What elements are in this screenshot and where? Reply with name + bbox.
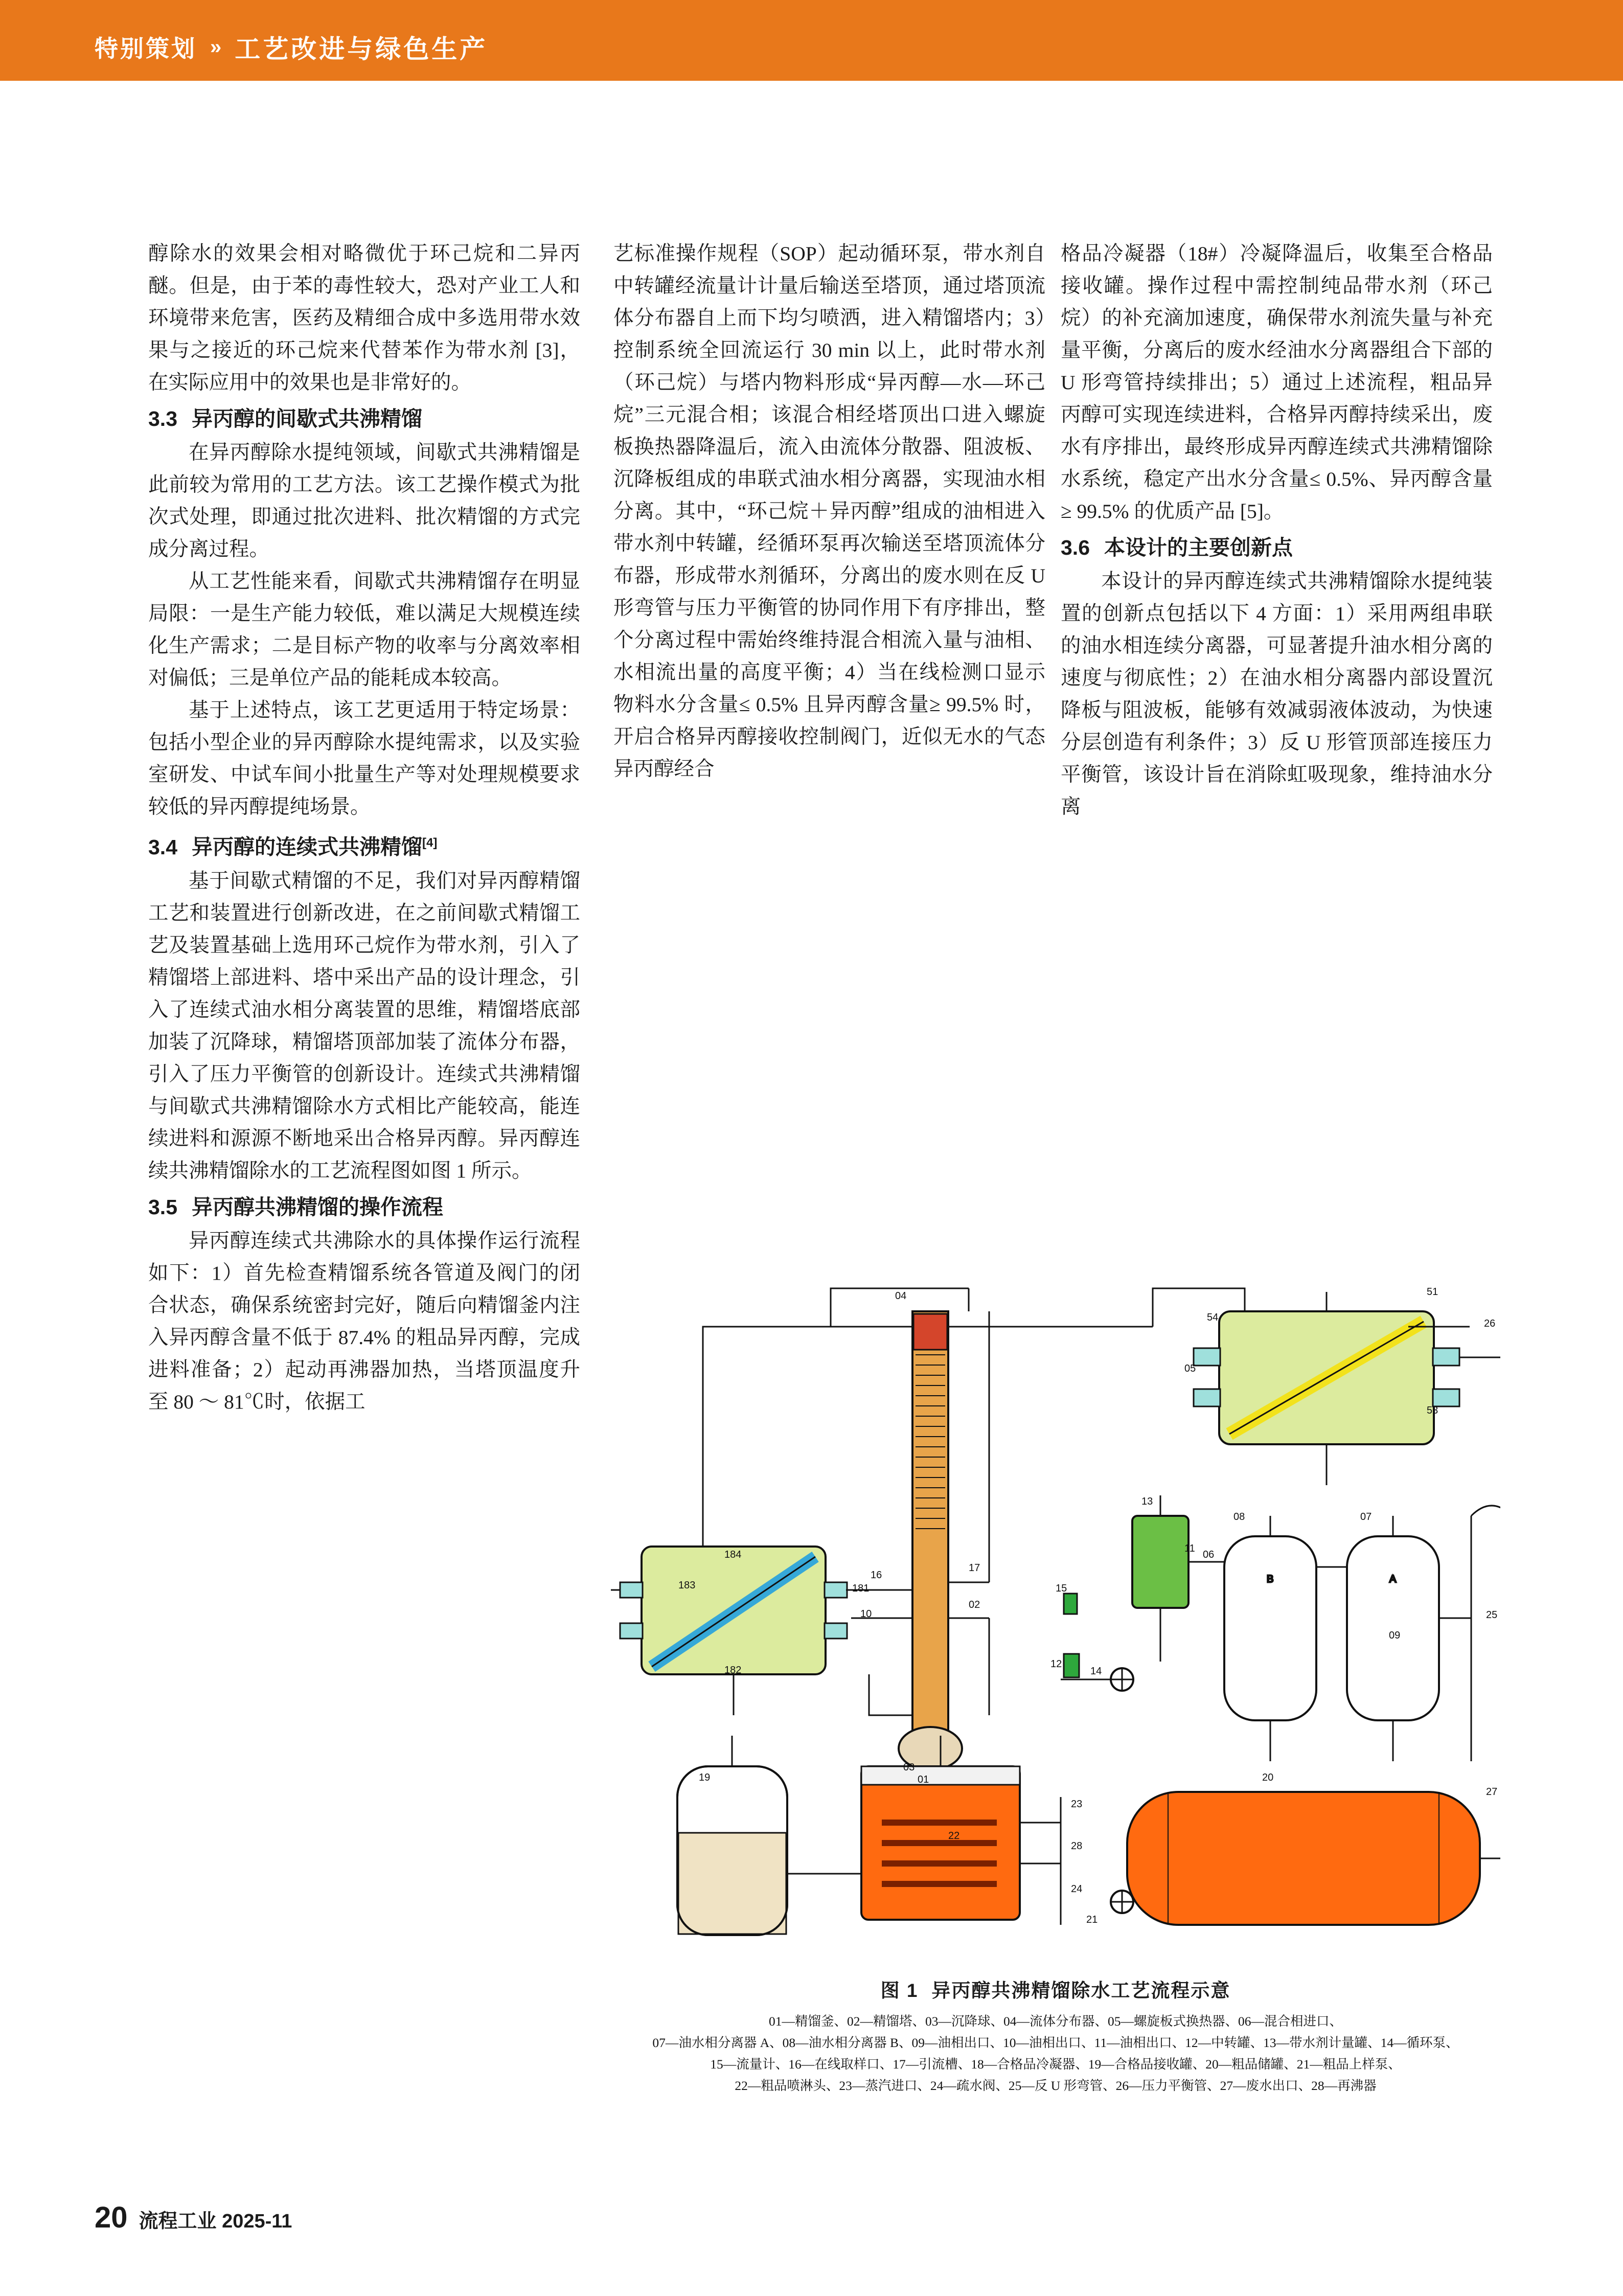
svg-text:07: 07 [1360,1511,1372,1522]
legend-line: 01—精馏釜、02—精馏塔、03—沉降球、04—流体分布器、05—螺旋板式换热器、06—混合相进口、 [768,2014,1342,2029]
page-header-band [0,0,1623,81]
section-number: 3.4 [148,835,177,859]
svg-text:01: 01 [918,1774,929,1785]
svg-text:182: 182 [724,1665,742,1676]
paragraph: 醇除水的效果会相对略微优于环己烷和二异丙醚。但是，由于苯的毒性较大，恐对产业工人和环境带来危害，医药及精细合成中多选用带水效果与之接近的环己烷来代替苯作为带水剂 [3]，在实际应用中的效果也是非常好的。 [148,242,580,394]
page-footer [95,2200,292,2235]
paragraph: 从工艺性能来看，间歇式共沸精馏存在明显局限：一是生产能力较低，难以满足大规模连续化生产需求；二是目标产物的收率与分离效率相对偏低；三是单位产品的能耗成本较高。 [148,570,580,689]
section-title: 异丙醇的连续式共沸精馏 [192,835,422,859]
header-category: 特别策划 [95,35,197,62]
svg-text:04: 04 [895,1290,907,1302]
svg-text:21: 21 [1086,1914,1098,1925]
paragraph: 基于间歇式精馏的不足，我们对异丙醇精馏工艺和装置进行创新改进，在之前间歇式精馏工艺及装置基础上选用环己烷作为带水剂，引入了精馏塔上部进料、塔中采出产品的设计理念，引入了连续式油水相分离装置的思维，精馏塔底部加装了沉降球，精馏塔顶部加装了流体分布器，引入了压力平衡管的创新设计。连续式共沸精馏与间歇式共沸精馏除水方式相比产能较高，能连续进料和源源不断地采出合格异丙醇。异丙醇连续共沸精馏除水的工艺流程图如图 1 所示。 [148,869,580,1182]
svg-text:27: 27 [1486,1786,1498,1798]
paragraph: 艺标准操作规程（SOP）起动循环泵，带水剂自中转罐经流量计计量后输送至塔顶，通过塔顶流体分布器自上而下均匀喷洒，进入精馏塔内；3）控制系统全回流运行 30 min 以上，此时带水剂（环己烷）与塔内物料形成“异丙醇—水—环己烷”三元混合相；该混合相经塔顶出口进入螺旋板换热器降温后，流入由流体分散器、阻波板、沉降板组成的串联式油水相分离器，实现油水相分离。其中，“环己烷＋异丙醇”组成的油相进入带水剂中转罐，经循环泵再次输送至塔顶流体分布器，形成带水剂循环，分离出的废水则在反 U 形弯管与压力平衡管的协同作用下有序排出，整个分离过程中需始终维持混合相流入量与油相、水相流出量的高度平衡；4）当在线检测口显示物料水分含量≤ 0.5% 且异丙醇含量≥ 99.5% 时，开启合格异丙醇接收控制阀门，近似无水的气态异丙醇经合 [613,242,1045,780]
text-column-1 [148,238,580,1418]
journal-name: 流程工业 2025-11 [139,2211,292,2232]
figure-number: 图 1 [880,1980,919,2001]
svg-text:06: 06 [1203,1549,1215,1560]
svg-text:13: 13 [1141,1496,1153,1507]
svg-text:02: 02 [969,1599,980,1610]
text-column-3 [1061,238,1493,823]
svg-text:28: 28 [1071,1840,1083,1852]
svg-text:51: 51 [1427,1286,1438,1298]
svg-text:53: 53 [1427,1405,1438,1416]
section-heading-3-6 [1061,531,1493,564]
paragraph: 本设计的异丙醇连续式共沸精馏除水提纯装置的创新点包括以下 4 方面：1）采用两组串联的油水相连续分离器，可显著提升油水相分离的速度与彻底性；2）在油水相分离器内部设置沉降板与阻波板，能够有效减弱液体波动，为快速分层创造有利条件；3）反 U 形管顶部连接压力平衡管，该设计旨在消除虹吸现象，维持油水分离 [1061,570,1493,818]
section-title: 异丙醇的间歇式共沸精馏 [192,407,422,430]
process-flow-diagram-svg [611,1158,1500,1966]
paragraph: 在异丙醇除水提纯领域，间歇式共沸精馏是此前较为常用的工艺方法。该工艺操作模式为批次式处理，即通过批次进料、批次精馏的方式完成分离过程。 [148,441,580,560]
svg-text:183: 183 [678,1580,696,1591]
header-title: 工艺改进与绿色生产 [235,35,488,63]
svg-text:08: 08 [1233,1511,1245,1522]
svg-text:184: 184 [724,1549,742,1560]
process-flow-diagram [611,1158,1500,1966]
svg-text:05: 05 [1184,1363,1196,1374]
svg-text:26: 26 [1484,1318,1496,1329]
paragraph: 格品冷凝器（18#）冷凝降温后，收集至合格品接收罐。操作过程中需控制纯品带水剂（环己烷）的补充滴加速度，确保带水剂流失量与补充量平衡，分离后的废水经油水分离器组合下部的 U 形弯管持续排出；5）通过上述流程，粗品异丙醇可实现连续进料，合格异丙醇持续采出，废水有序排出，最终形成异丙醇连续式共沸精馏除水系统，稳定产出水分含量≤ 0.5%、异丙醇含量≥ 99.5% 的优质产品 [5]。 [1061,242,1493,522]
svg-text:15: 15 [1056,1583,1067,1594]
svg-text:23: 23 [1071,1799,1083,1810]
svg-text:25: 25 [1486,1609,1498,1621]
section-number: 3.5 [148,1195,177,1219]
svg-text:54: 54 [1207,1312,1219,1323]
reference-marker: [4] [422,836,438,850]
svg-text:24: 24 [1071,1883,1083,1895]
section-number: 3.6 [1061,536,1090,559]
svg-text:03: 03 [903,1762,915,1773]
svg-text:11: 11 [1184,1543,1195,1554]
svg-text:17: 17 [969,1562,980,1574]
svg-text:09: 09 [1389,1630,1401,1641]
section-title: 本设计的主要创新点 [1104,536,1293,559]
paragraph: 基于上述特点，该工艺更适用于特定场景：包括小型企业的异丙醇除水提纯需求，以及实验室研发、中试车间小批量生产等对处理规模要求较低的异丙醇提纯场景。 [148,699,580,818]
svg-text:10: 10 [860,1608,872,1620]
legend-line: 07—油水相分离器 A、08—油水相分离器 B、09—油相出口、10—油相出口、11—油相出口、12—中转罐、13—带水剂计量罐、14—循环泵、 [652,2035,1459,2050]
svg-text:A: A [1389,1574,1397,1585]
svg-text:181: 181 [852,1583,870,1594]
svg-text:19: 19 [699,1772,711,1783]
svg-text:B: B [1267,1574,1274,1585]
svg-text:22: 22 [948,1830,960,1842]
paragraph: 异丙醇连续式共沸除水的具体操作运行流程如下：1）首先检查精馏系统各管道及阀门的闭合状态，确保系统密封完好，随后向精馏釜内注入异丙醇含量不低于 87.4% 的粗品异丙醇，完成进料准备；2）起动再沸器加热，当塔顶温度升至 80 ～ 81℃时，依据工 [148,1229,580,1413]
svg-text:14: 14 [1090,1666,1102,1677]
section-number: 3.3 [148,407,177,430]
svg-text:12: 12 [1050,1658,1062,1670]
text-column-2 [613,238,1045,785]
chevron-double-right-icon: » [210,35,222,58]
page-header [95,29,488,65]
svg-text:16: 16 [871,1570,882,1581]
figure-legend [611,2011,1500,2097]
legend-line: 15—流量计、16—在线取样口、17—引流槽、18—合格品冷凝器、19—合格品接收罐、20—粗品储罐、21—粗品上样泵、 [710,2057,1401,2072]
section-heading-3-4 [148,826,580,864]
section-heading-3-5 [148,1190,580,1224]
figure-caption-text: 异丙醇共沸精馏除水工艺流程示意 [931,1980,1231,2001]
page-number: 20 [95,2201,128,2234]
figure-caption [611,1975,1500,2003]
legend-line: 22—粗品喷淋头、23—蒸汽进口、24—疏水阀、25—反 U 形弯管、26—压力平衡管、27—废水出口、28—再沸器 [735,2078,1377,2093]
svg-text:20: 20 [1262,1772,1274,1783]
section-title: 异丙醇共沸精馏的操作流程 [192,1195,443,1219]
section-heading-3-3 [148,402,580,436]
figure-1 [611,1158,1500,2097]
